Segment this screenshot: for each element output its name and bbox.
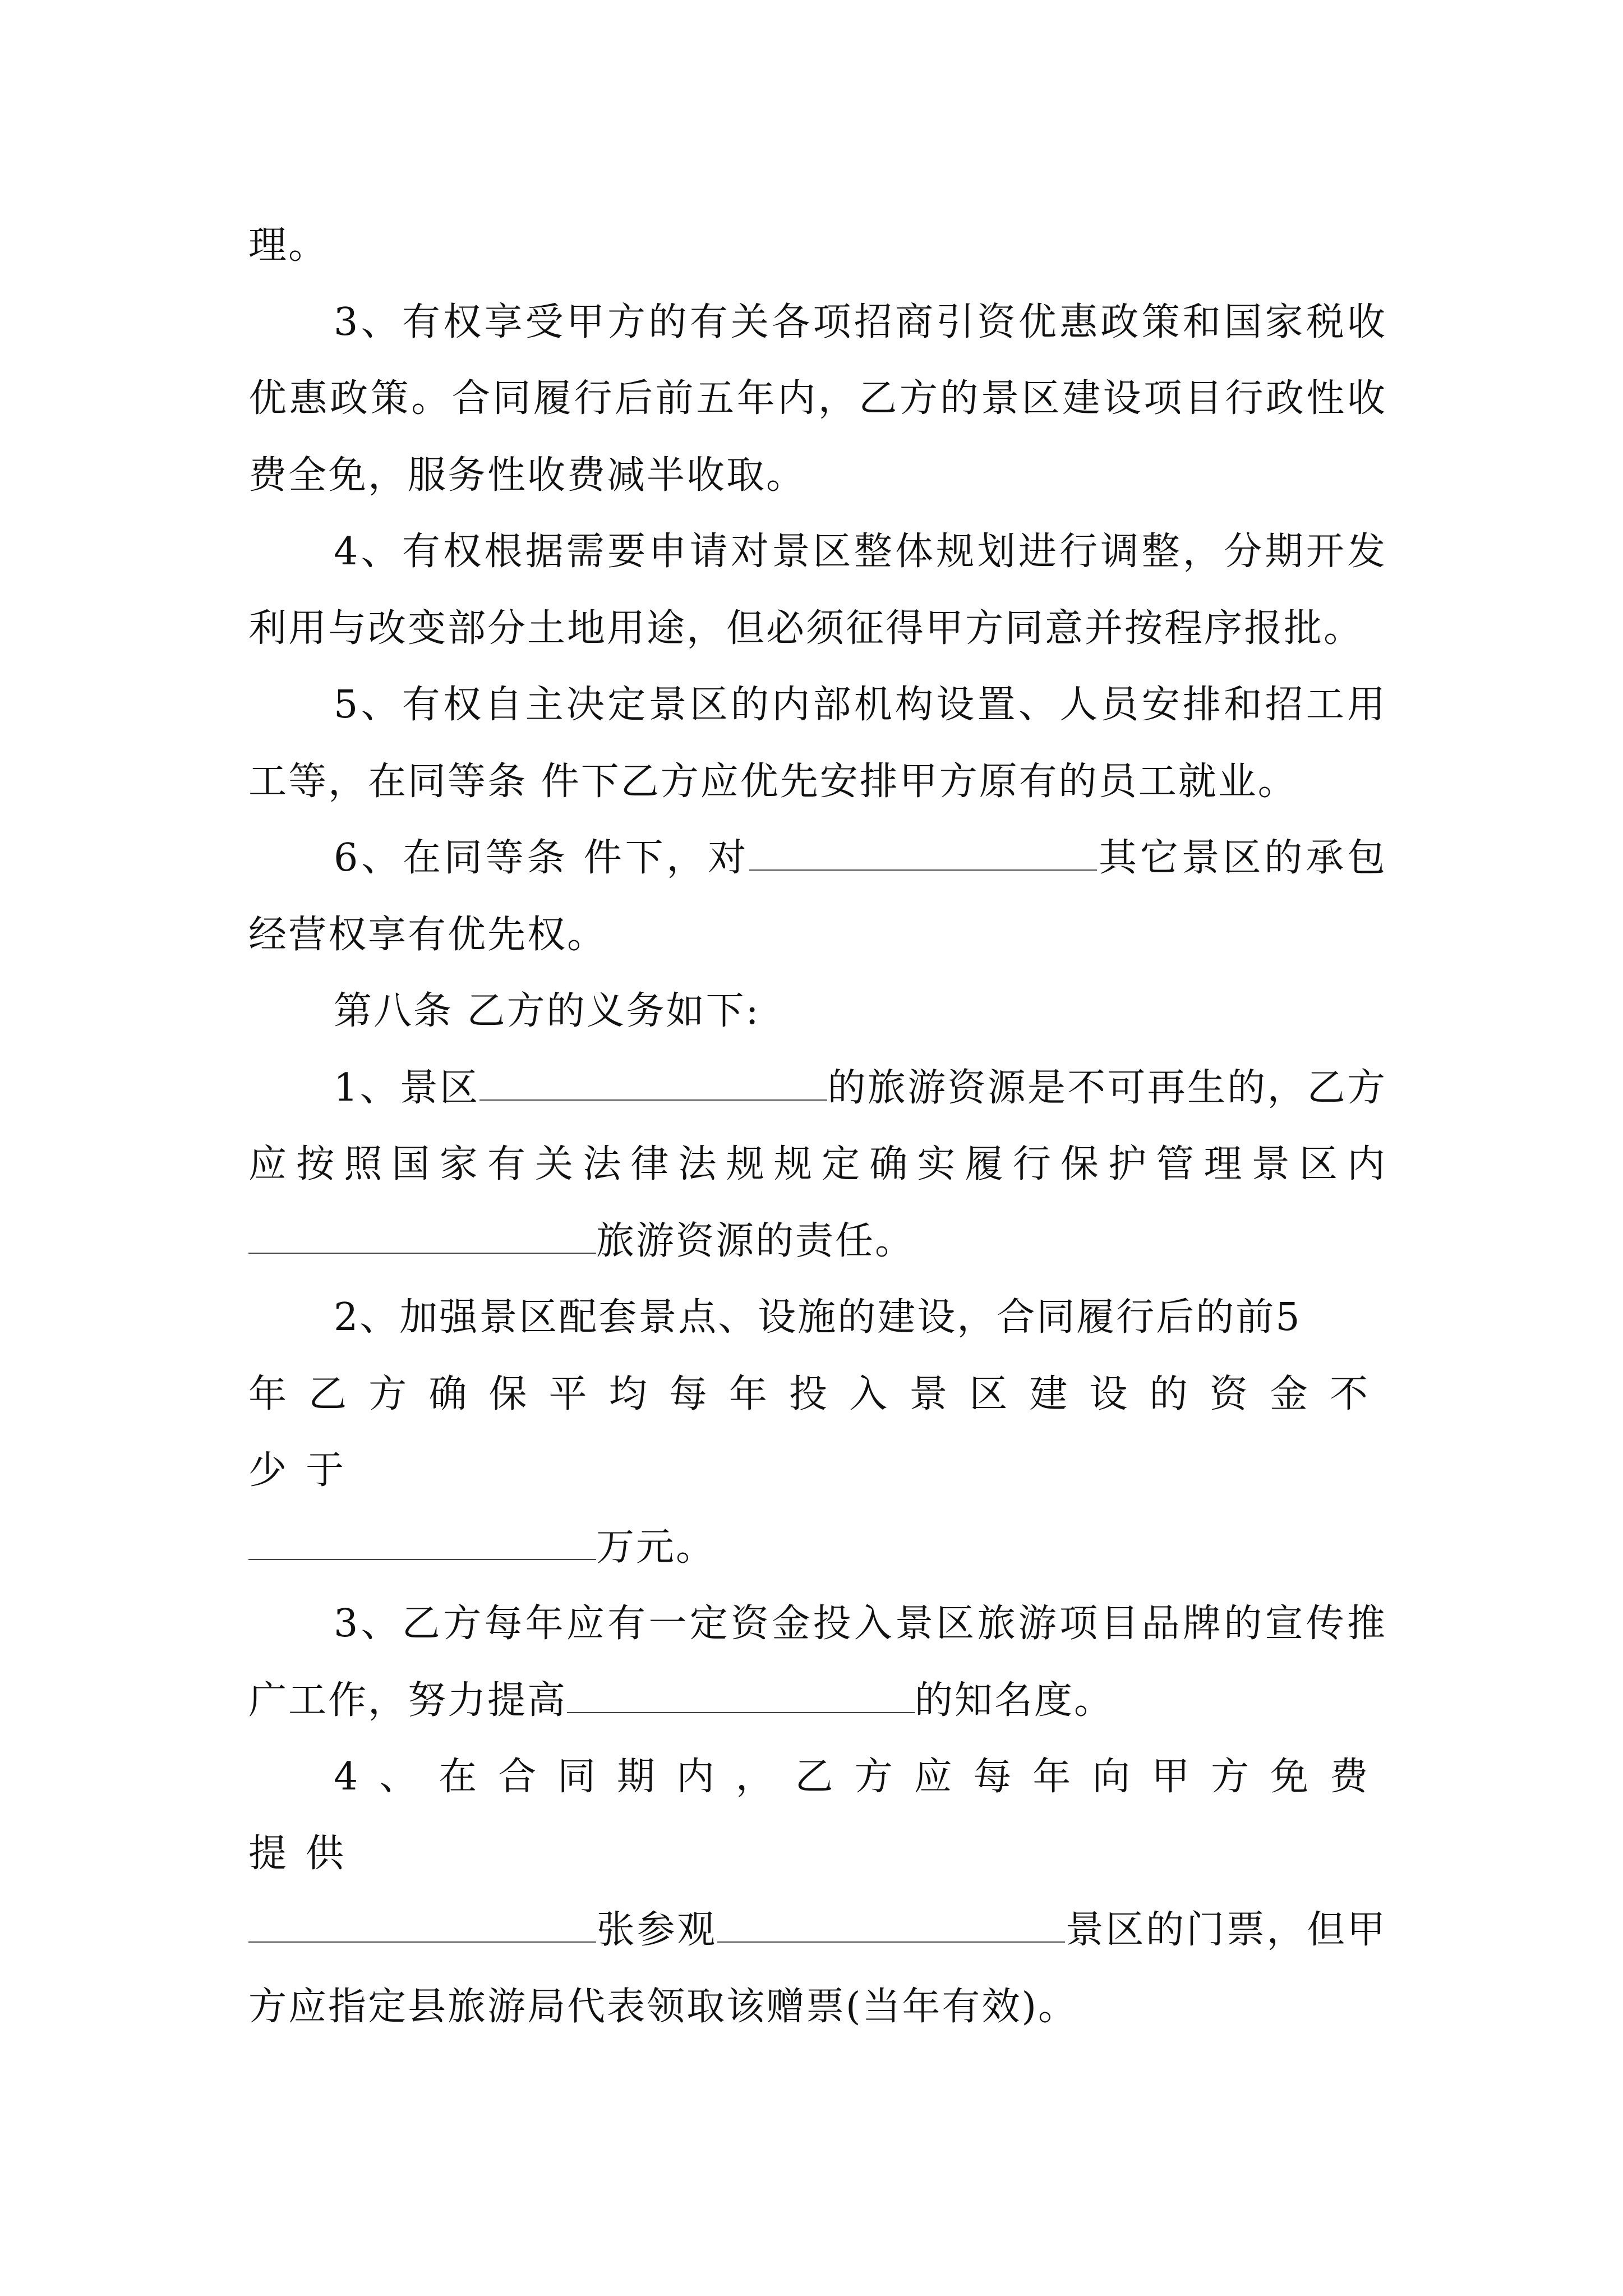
paragraph-clause-6 [248,820,1387,973]
paragraph-obligation-2 [248,1280,1387,1586]
fill-in-blank [479,1067,827,1101]
paragraph-obligation-4 [248,1739,1387,2045]
paragraph-clause-3 [248,284,1387,514]
fill-in-blank [248,1526,596,1560]
paragraph-text-spread: 年乙方确保平均每年投入景区建设的资金不少于 [248,1372,1387,1493]
paragraph-continuation [248,208,1387,284]
heading-text: 第八条 乙方的义务如下: [334,989,760,1033]
paragraph-text: 6、在同等条 件下，对 [334,836,750,880]
paragraph-obligation-1 [248,1050,1387,1280]
fill-in-blank [248,1909,596,1943]
paragraph-text: 2、加强景区配套景点、设施的建设，合同履行后的前5 [334,1295,1302,1340]
paragraph-text: 旅游资源的责任。 [596,1218,915,1263]
paragraph-obligation-3 [248,1586,1387,1739]
paragraph-text: 1、景区 [334,1065,480,1110]
paragraph-text: 景区的门票，但甲方应指定县旅游局代表领取该赠票(当年有效)。 [248,1908,1387,2029]
paragraph-text: 3、有权享受甲方的有关各项招商引资优惠政策和国家税收优惠政策。合同履行后前五年内，乙方的景区建设项目行政性收费全免，服务性收费减半收取。 [248,300,1387,498]
paragraph-clause-5 [248,667,1387,820]
paragraph-text: 理。 [248,223,329,268]
paragraph-text: 万元。 [596,1525,716,1570]
paragraph-text: 其它景区的承包经营权享有优先权。 [248,836,1387,957]
paragraph-clause-4 [248,514,1387,667]
paragraph-text: 张参观 [596,1908,717,1952]
paragraph-text: 3、乙方每年应有一定资金投入景区旅游项目品牌的宣传推广工作，努力提高 [248,1602,1387,1723]
paragraph-text: 4、有权根据需要申请对景区整体规划进行调整，分期开发利用与改变部分土地用途，但必须征得甲方同意并按程序报批。 [248,530,1387,651]
fill-in-blank [717,1909,1065,1943]
document-body [248,208,1387,2045]
fill-in-blank [749,837,1097,871]
fill-in-blank [248,1220,596,1254]
article-eight-heading [248,973,1387,1050]
fill-in-blank [567,1680,915,1713]
paragraph-text: 的旅游资源是不可再生的，乙方应按照国家有关法律法规规定确实履行保护管理景区内 [248,1065,1387,1186]
paragraph-text-spread: 4、在合同期内，乙方应每年向甲方免费提供 [248,1755,1387,1876]
paragraph-text: 5、有权自主决定景区的内部机构设置、人员安排和招工用工等，在同等条 件下乙方应优先安排甲方原有的员工就业。 [248,683,1387,804]
paragraph-text: 的知名度。 [915,1678,1114,1723]
